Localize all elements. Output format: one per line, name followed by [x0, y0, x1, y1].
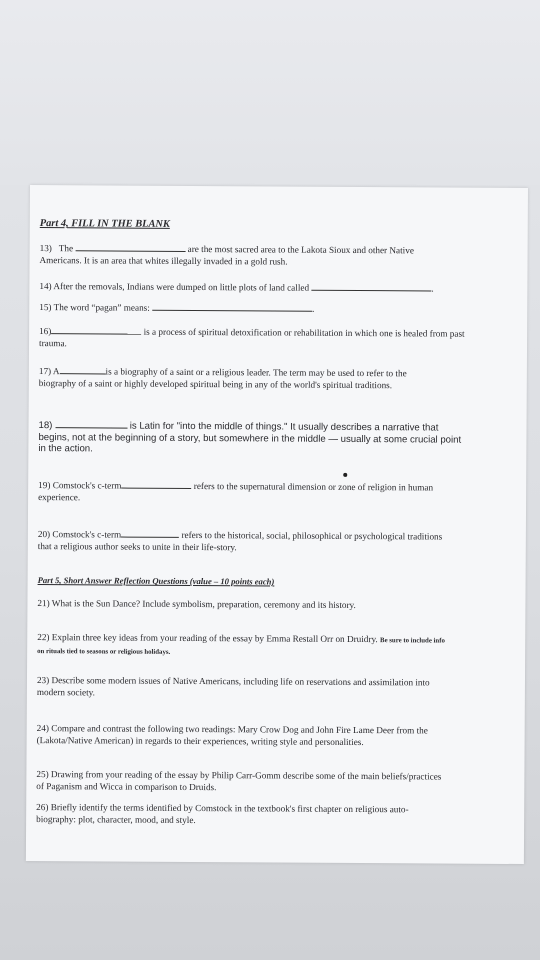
- q15-text: 15) The word “pagan” means:: [39, 302, 150, 313]
- q19-blank[interactable]: [121, 480, 191, 489]
- question-20: [38, 528, 518, 555]
- question-23: [37, 675, 521, 701]
- worksheet-page: [26, 185, 528, 864]
- q17-line2: biography of a saint or highly developed spiritual being in any of the world's spiritual traditions.: [38, 377, 393, 390]
- part5-heading: Part 5, Short Answer Reflection Questions (value – 10 points each): [37, 575, 275, 587]
- question-21: 21) What is the Sun Dance? Include symbolism, preparation, ceremony and its history.: [37, 598, 356, 610]
- q19-pre: 19) Comstock's c-term: [38, 480, 122, 491]
- q14-end: .: [431, 283, 434, 294]
- q16-text: is a process of spiritual detoxification or rehabilitation in which one is healed from past: [143, 326, 465, 339]
- q22-line2: on rituals tied to seasons or religious holidays.: [37, 647, 171, 656]
- question-17: [39, 365, 519, 392]
- q18-line3: in the action.: [38, 443, 93, 455]
- background-wall: [0, 0, 540, 185]
- q15-blank[interactable]: [152, 302, 315, 314]
- q19-line2: experience.: [38, 491, 81, 502]
- question-16: [39, 325, 519, 352]
- q18-blank[interactable]: [55, 419, 127, 428]
- q16-line2: trauma.: [39, 337, 67, 348]
- q20-line2: that a religious author seeks to unite in their life-story.: [37, 540, 237, 552]
- question-26: [36, 802, 520, 828]
- q14-blank[interactable]: [311, 282, 434, 294]
- question-24: [37, 723, 521, 749]
- q26-line1: 26) Briefly identify the terms identified by Comstock in the textbook's first chapter on religious auto-: [36, 802, 409, 815]
- q18-text: is Latin for "into the middle of things." It usually describes a narrative that: [129, 420, 439, 434]
- question-14: [39, 280, 519, 295]
- q20-pre: 20) Comstock's c-term: [37, 529, 122, 540]
- q13-pre: The: [58, 243, 74, 254]
- q25-line2: of Paganism and Wicca in comparison to Druids.: [36, 780, 217, 792]
- q13-blank[interactable]: [75, 242, 185, 252]
- q15-end: .: [312, 303, 315, 314]
- q19-text: refers to the supernatural dimension or zone of religion in human: [193, 481, 434, 493]
- q17-text: is a biography of a saint or a religious leader. The term may be used to refer to the: [105, 366, 407, 379]
- q20-blank[interactable]: [121, 529, 179, 538]
- q17-pre: 17) A: [38, 366, 60, 377]
- question-25: [36, 769, 520, 795]
- q24-line2: (Lakota/Native American) in regards to their experiences, writing style and personalities.: [36, 734, 364, 747]
- q14-text: 14) After the removals, Indians were dumped on little plots of land called: [39, 281, 310, 293]
- q13-line2: Americans. It is an area that whites illegally invaded in a gold rush.: [39, 254, 288, 267]
- q13-text: are the most sacred area to the Lakota Sioux and other Native: [187, 243, 414, 256]
- q22-line1: 22) Explain three key ideas from your reading of the essay by Emma Restall Orr on Druidry.: [37, 632, 378, 645]
- q24-line1: 24) Compare and contrast the following two readings: Mary Crow Dog and John Fire Lame Deer from the: [36, 723, 428, 736]
- q25-line1: 25) Drawing from your reading of the essay by Philip Carr-Gomm describe some of the main beliefs/practices: [36, 769, 442, 782]
- q18-line2: begins, not at the beginning of a story, but somewhere in the middle — usually at some crucial point: [38, 431, 462, 446]
- question-22: [37, 632, 521, 660]
- q16-number: 16): [39, 326, 52, 337]
- pen-dot: [343, 473, 347, 477]
- part4-heading: Part 4, FILL IN THE BLANK: [39, 218, 170, 230]
- q18-number: 18): [38, 420, 53, 432]
- q16-blank[interactable]: [51, 325, 141, 335]
- question-15: [39, 301, 519, 316]
- question-18: [38, 419, 518, 458]
- q26-line2: biography: plot, character, mood, and style.: [36, 813, 196, 825]
- q23-line2: modern society.: [36, 686, 96, 697]
- q20-text: refers to the historical, social, philosophical or psychological traditions: [181, 529, 443, 542]
- q23-line1: 23) Describe some modern issues of Native Americans, including life on reservations and assimilation into: [36, 675, 430, 688]
- question-19: [38, 479, 518, 506]
- q22-note: Be sure to include info: [380, 637, 445, 645]
- q13-number: 13): [39, 243, 52, 254]
- question-13: [40, 242, 520, 269]
- q17-blank[interactable]: [60, 365, 106, 374]
